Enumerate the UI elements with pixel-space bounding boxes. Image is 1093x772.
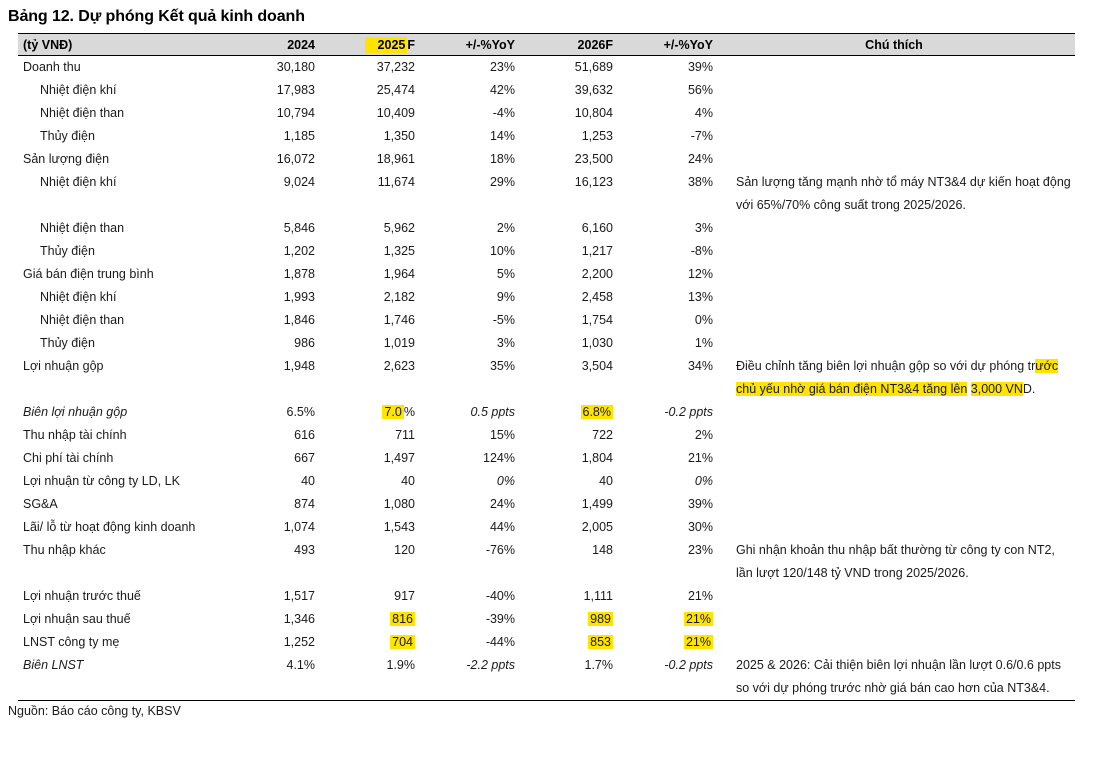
row-note — [713, 608, 1075, 631]
styled-value: 0.5 ppts — [470, 405, 515, 419]
cell-value: 3,504 — [581, 359, 613, 373]
row-label: Thu nhập tài chính — [23, 428, 127, 442]
row-note — [713, 79, 1075, 102]
cell-value: 10,409 — [376, 106, 415, 120]
table-row — [18, 102, 1075, 125]
cell-value: 56% — [687, 83, 713, 97]
note-highlight: ước chủ yếu nhờ giá bán điện NT3&4 tăng lên — [736, 359, 1059, 396]
cell-value: 0% — [694, 313, 713, 327]
table-row — [18, 493, 1075, 516]
row-note — [713, 516, 1075, 539]
source-note: Nguồn: Báo cáo công ty, KBSV — [8, 704, 181, 718]
cell-value: 21% — [687, 451, 713, 465]
cell-value: 38% — [687, 175, 713, 189]
row-label: Nhiệt điện khí — [40, 83, 117, 97]
row-note — [713, 56, 1075, 80]
cell-value: 39% — [687, 497, 713, 511]
highlighted-value: 704 — [392, 635, 413, 649]
table-row — [18, 424, 1075, 447]
cell-value: 44% — [489, 520, 515, 534]
cell-value: 17,983 — [276, 83, 315, 97]
highlighted-value: 6.8% — [582, 405, 611, 419]
cell-value: 4% — [694, 106, 713, 120]
cell-value: 1,878 — [283, 267, 315, 281]
cell-value: 2,458 — [581, 290, 613, 304]
table-row — [18, 217, 1075, 240]
cell-value: 18,961 — [376, 152, 415, 166]
row-label: Lãi/ lỗ từ hoạt động kinh doanh — [23, 520, 196, 534]
note-text: Ghi nhận khoản thu nhập bất thường từ công ty con NT2, lần lượt 120/148 tỷ VND trong 2025/2026. — [736, 543, 1055, 580]
cell-value: 10% — [489, 244, 515, 258]
row-label: Thu nhập khác — [23, 543, 106, 557]
row-label: Biên lợi nhuận gộp — [23, 405, 128, 419]
highlighted-value: 7.0 — [384, 405, 402, 419]
cell-value: 917 — [394, 589, 415, 603]
row-note — [713, 102, 1075, 125]
cell-value: 1,080 — [383, 497, 415, 511]
table-row — [18, 309, 1075, 332]
row-label: Biên LNST — [23, 658, 84, 672]
cell-value: 1,346 — [283, 612, 315, 626]
cell-value — [515, 401, 613, 424]
row-label: Nhiệt điện than — [40, 313, 125, 327]
cell-value: 6,160 — [581, 221, 613, 235]
cell-value: 4.1% — [286, 658, 315, 672]
row-label: Chi phí tài chính — [23, 451, 114, 465]
table-row — [18, 56, 1075, 80]
cell-value — [315, 401, 415, 424]
cell-value — [613, 631, 713, 654]
cell-value: -44% — [485, 635, 515, 649]
forecast-table — [18, 33, 1075, 701]
cell-value: 51,689 — [574, 60, 613, 74]
cell-value: 42% — [489, 83, 515, 97]
cell-value — [613, 654, 713, 701]
cell-value: 39% — [687, 60, 713, 74]
cell-value: 1,185 — [283, 129, 315, 143]
header-2025-highlight: 2025 — [365, 37, 408, 53]
row-note — [713, 447, 1075, 470]
row-note — [713, 263, 1075, 286]
row-label: SG&A — [23, 497, 58, 511]
cell-value: 5% — [496, 267, 515, 281]
value-suffix: % — [403, 405, 415, 419]
table-header — [18, 34, 1075, 56]
cell-value: 2,005 — [581, 520, 613, 534]
row-note — [713, 470, 1075, 493]
table-row — [18, 332, 1075, 355]
note-text: Điều chỉnh tăng biên lợi nhuận gộp so với dự phóng tr — [736, 359, 1036, 373]
table-body — [18, 56, 1075, 701]
styled-value: 0% — [496, 474, 515, 488]
cell-value: -4% — [492, 106, 515, 120]
cell-value: 1,993 — [283, 290, 315, 304]
table-row — [18, 263, 1075, 286]
cell-value: 24% — [489, 497, 515, 511]
cell-value: 5,962 — [383, 221, 415, 235]
cell-value: 711 — [395, 428, 415, 442]
cell-value: 23% — [687, 543, 713, 557]
cell-value: 1,111 — [583, 589, 613, 603]
cell-value — [515, 608, 613, 631]
cell-value: -39% — [485, 612, 515, 626]
cell-value — [415, 470, 515, 493]
row-note — [713, 125, 1075, 148]
cell-value: 722 — [592, 428, 613, 442]
cell-value: 1,964 — [383, 267, 415, 281]
cell-value: 30,180 — [276, 60, 315, 74]
cell-value: 1,517 — [283, 589, 315, 603]
note-highlight: 3,000 VN — [970, 382, 1023, 396]
cell-value: 1,754 — [581, 313, 613, 327]
cell-value: 13% — [687, 290, 713, 304]
cell-value: 874 — [294, 497, 315, 511]
cell-value: 1,804 — [581, 451, 613, 465]
header-2025f — [315, 34, 415, 56]
cell-value: 1,846 — [283, 313, 315, 327]
row-label: Thủy điện — [40, 244, 95, 258]
cell-value: 1.9% — [386, 658, 415, 672]
cell-value: 2,200 — [581, 267, 613, 281]
cell-value: 124% — [483, 451, 515, 465]
cell-value: 34% — [687, 359, 713, 373]
cell-value: -7% — [690, 129, 713, 143]
cell-value: 11,674 — [377, 175, 415, 189]
cell-value: 12% — [687, 267, 713, 281]
cell-value: 148 — [592, 543, 613, 557]
cell-value — [415, 401, 515, 424]
header-2026f: 2026F — [515, 34, 613, 56]
cell-value: 1,202 — [283, 244, 315, 258]
table-row — [18, 240, 1075, 263]
cell-value: 1,499 — [581, 497, 613, 511]
cell-value: 3% — [496, 336, 515, 350]
cell-value: 1,217 — [581, 244, 613, 258]
cell-value: 24% — [687, 152, 713, 166]
table-row — [18, 355, 1075, 401]
styled-value: -2.2 ppts — [466, 658, 515, 672]
cell-value: 6.5% — [286, 405, 315, 419]
cell-value: 40 — [599, 474, 613, 488]
table-row — [18, 79, 1075, 102]
cell-value: 16,072 — [276, 152, 315, 166]
row-note — [713, 654, 1075, 701]
table-row — [18, 585, 1075, 608]
row-note — [713, 240, 1075, 263]
row-label: Lợi nhuận sau thuế — [23, 612, 131, 626]
cell-value — [613, 470, 713, 493]
cell-value: 23,500 — [574, 152, 613, 166]
cell-value: 40 — [401, 474, 415, 488]
cell-value — [613, 401, 713, 424]
highlighted-value: 21% — [685, 612, 711, 626]
cell-value: 986 — [294, 336, 315, 350]
row-label: Nhiệt điện khí — [40, 175, 117, 189]
row-label: Lợi nhuận trước thuế — [23, 589, 141, 603]
row-note — [713, 424, 1075, 447]
row-label: Lợi nhuận từ công ty LD, LK — [23, 474, 180, 488]
cell-value — [515, 631, 613, 654]
cell-value — [315, 631, 415, 654]
row-label: Sản lượng điện — [23, 152, 110, 166]
row-label: Nhiệt điện khí — [40, 290, 117, 304]
cell-value: 14% — [489, 129, 515, 143]
cell-value: -76% — [485, 543, 515, 557]
cell-value: 1,746 — [383, 313, 415, 327]
header-row — [18, 34, 1075, 56]
header-2024: 2024 — [230, 34, 315, 56]
header-notes: Chú thích — [713, 34, 1075, 56]
cell-value: 1,543 — [383, 520, 415, 534]
header-yoy-2025: +/-%YoY — [415, 34, 515, 56]
cell-value: 25,474 — [376, 83, 415, 97]
header-unit: (tỷ VNĐ) — [18, 34, 230, 56]
header-2025-suffix: F — [407, 38, 415, 52]
cell-value: 3% — [694, 221, 713, 235]
cell-value: 9,024 — [283, 175, 315, 189]
styled-value: -0.2 ppts — [664, 405, 713, 419]
note-text: 2025 & 2026: Cải thiện biên lợi nhuận lần lượt 0.6/0.6 ppts so với dự phóng trước nhờ giá bán cao hơn của NT3&4. — [736, 658, 1061, 695]
row-note — [713, 309, 1075, 332]
row-label: Thủy điện — [40, 336, 95, 350]
table-row — [18, 631, 1075, 654]
cell-value: 15% — [489, 428, 515, 442]
table-row — [18, 608, 1075, 631]
cell-value: 10,794 — [276, 106, 315, 120]
cell-value: 40 — [301, 474, 315, 488]
cell-value: 1,252 — [283, 635, 315, 649]
styled-value: -0.2 ppts — [664, 658, 713, 672]
cell-value: -5% — [492, 313, 515, 327]
cell-value: 18% — [489, 152, 515, 166]
note-text: D. — [1022, 382, 1036, 396]
cell-value — [613, 608, 713, 631]
table-title: Bảng 12. Dự phóng Kết quả kinh doanh — [8, 8, 305, 25]
row-label: Thủy điện — [40, 129, 95, 143]
table-row — [18, 654, 1075, 701]
table-row — [18, 539, 1075, 585]
row-note — [713, 171, 1075, 217]
cell-value: 9% — [496, 290, 515, 304]
cell-value: 39,632 — [574, 83, 613, 97]
cell-value: -8% — [690, 244, 713, 258]
table-row — [18, 401, 1075, 424]
styled-value: 0% — [694, 474, 713, 488]
table-row — [18, 286, 1075, 309]
row-note — [713, 332, 1075, 355]
highlighted-value: 853 — [590, 635, 611, 649]
highlighted-value: 21% — [685, 635, 711, 649]
row-label: Nhiệt điện than — [40, 221, 125, 235]
table-row — [18, 171, 1075, 217]
table-row — [18, 516, 1075, 539]
cell-value — [315, 608, 415, 631]
cell-value: 1,350 — [383, 129, 415, 143]
cell-value: 10,804 — [574, 106, 613, 120]
cell-value: 120 — [394, 543, 415, 557]
highlighted-value: 989 — [590, 612, 611, 626]
cell-value: 2,182 — [383, 290, 415, 304]
row-label: Giá bán điện trung bình — [23, 267, 154, 281]
cell-value: 23% — [489, 60, 515, 74]
row-label: Doanh thu — [23, 60, 81, 74]
table-row — [18, 447, 1075, 470]
cell-value: 1,948 — [283, 359, 315, 373]
cell-value: 1,325 — [383, 244, 415, 258]
cell-value: 2% — [694, 428, 713, 442]
cell-value: 2% — [496, 221, 515, 235]
row-note — [713, 148, 1075, 171]
table-row — [18, 470, 1075, 493]
cell-value: -40% — [485, 589, 515, 603]
row-note — [713, 631, 1075, 654]
cell-value: 1,253 — [581, 129, 613, 143]
row-label: Lợi nhuận gộp — [23, 359, 104, 373]
cell-value: 493 — [294, 543, 315, 557]
cell-value: 1,074 — [283, 520, 315, 534]
cell-value: 1% — [694, 336, 713, 350]
row-note — [713, 217, 1075, 240]
cell-value: 16,123 — [574, 175, 613, 189]
cell-value: 5,846 — [283, 221, 315, 235]
row-label: Nhiệt điện than — [40, 106, 125, 120]
row-label: LNST công ty mẹ — [23, 635, 120, 649]
cell-value: 1,497 — [383, 451, 415, 465]
cell-value: 21% — [687, 589, 713, 603]
cell-value: 1,019 — [383, 336, 415, 350]
cell-value: 35% — [489, 359, 515, 373]
cell-value: 1.7% — [584, 658, 613, 672]
table-row — [18, 148, 1075, 171]
row-note — [713, 355, 1075, 401]
header-yoy-2026: +/-%YoY — [613, 34, 713, 56]
cell-value: 616 — [294, 428, 315, 442]
note-text: Sản lượng tăng mạnh nhờ tổ máy NT3&4 dự kiến hoạt động với 65%/70% công suất trong 2025/2026. — [736, 175, 1071, 212]
cell-value: 29% — [489, 175, 515, 189]
row-note — [713, 286, 1075, 309]
cell-value: 30% — [687, 520, 713, 534]
row-note — [713, 493, 1075, 516]
row-note — [713, 401, 1075, 424]
cell-value: 667 — [294, 451, 315, 465]
row-note — [713, 585, 1075, 608]
cell-value — [415, 654, 515, 701]
cell-value: 37,232 — [376, 60, 415, 74]
cell-value: 1,030 — [581, 336, 613, 350]
row-note — [713, 539, 1075, 585]
highlighted-value: 816 — [392, 612, 413, 626]
cell-value: 2,623 — [383, 359, 415, 373]
table-row — [18, 125, 1075, 148]
